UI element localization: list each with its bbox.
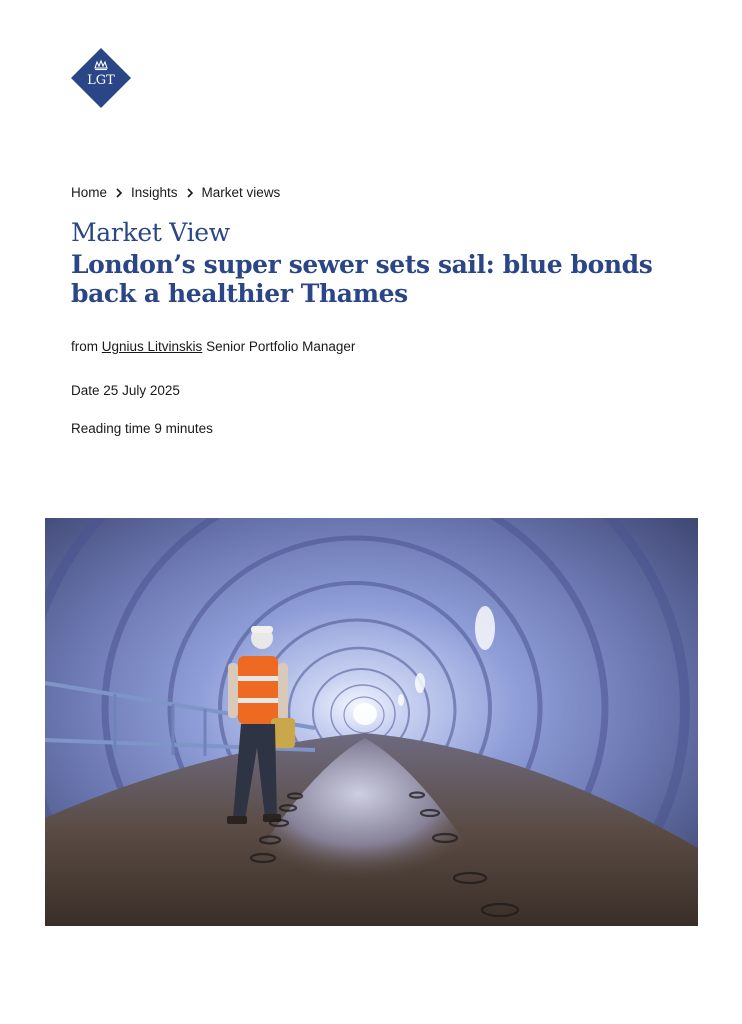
reading-value: 9 minutes [154, 421, 213, 436]
chevron-right-icon [178, 186, 202, 200]
date-label: Date [71, 383, 100, 398]
date-value: 25 July 2025 [103, 383, 180, 398]
article-author [71, 339, 355, 354]
chevron-right-icon [107, 186, 131, 200]
logo-text: LGT [87, 73, 115, 88]
author-prefix: from [71, 339, 98, 354]
breadcrumb-market-views[interactable]: Market views [201, 185, 281, 200]
article-title: London’s super sewer sets sail: blue bonds back a healthier Thames [71, 250, 653, 308]
reading-label: Reading time [71, 421, 151, 436]
author-link[interactable]: Ugnius Litvinskis [101, 339, 203, 354]
hero-image [45, 518, 698, 926]
breadcrumb-insights[interactable]: Insights [131, 185, 178, 200]
lgt-logo[interactable] [70, 47, 132, 109]
article-reading-time [71, 421, 213, 436]
author-role: Senior Portfolio Manager [206, 339, 356, 354]
article-date [71, 383, 180, 398]
article-kicker: Market View [71, 218, 230, 247]
breadcrumb [71, 185, 280, 200]
breadcrumb-home[interactable]: Home [71, 185, 108, 200]
